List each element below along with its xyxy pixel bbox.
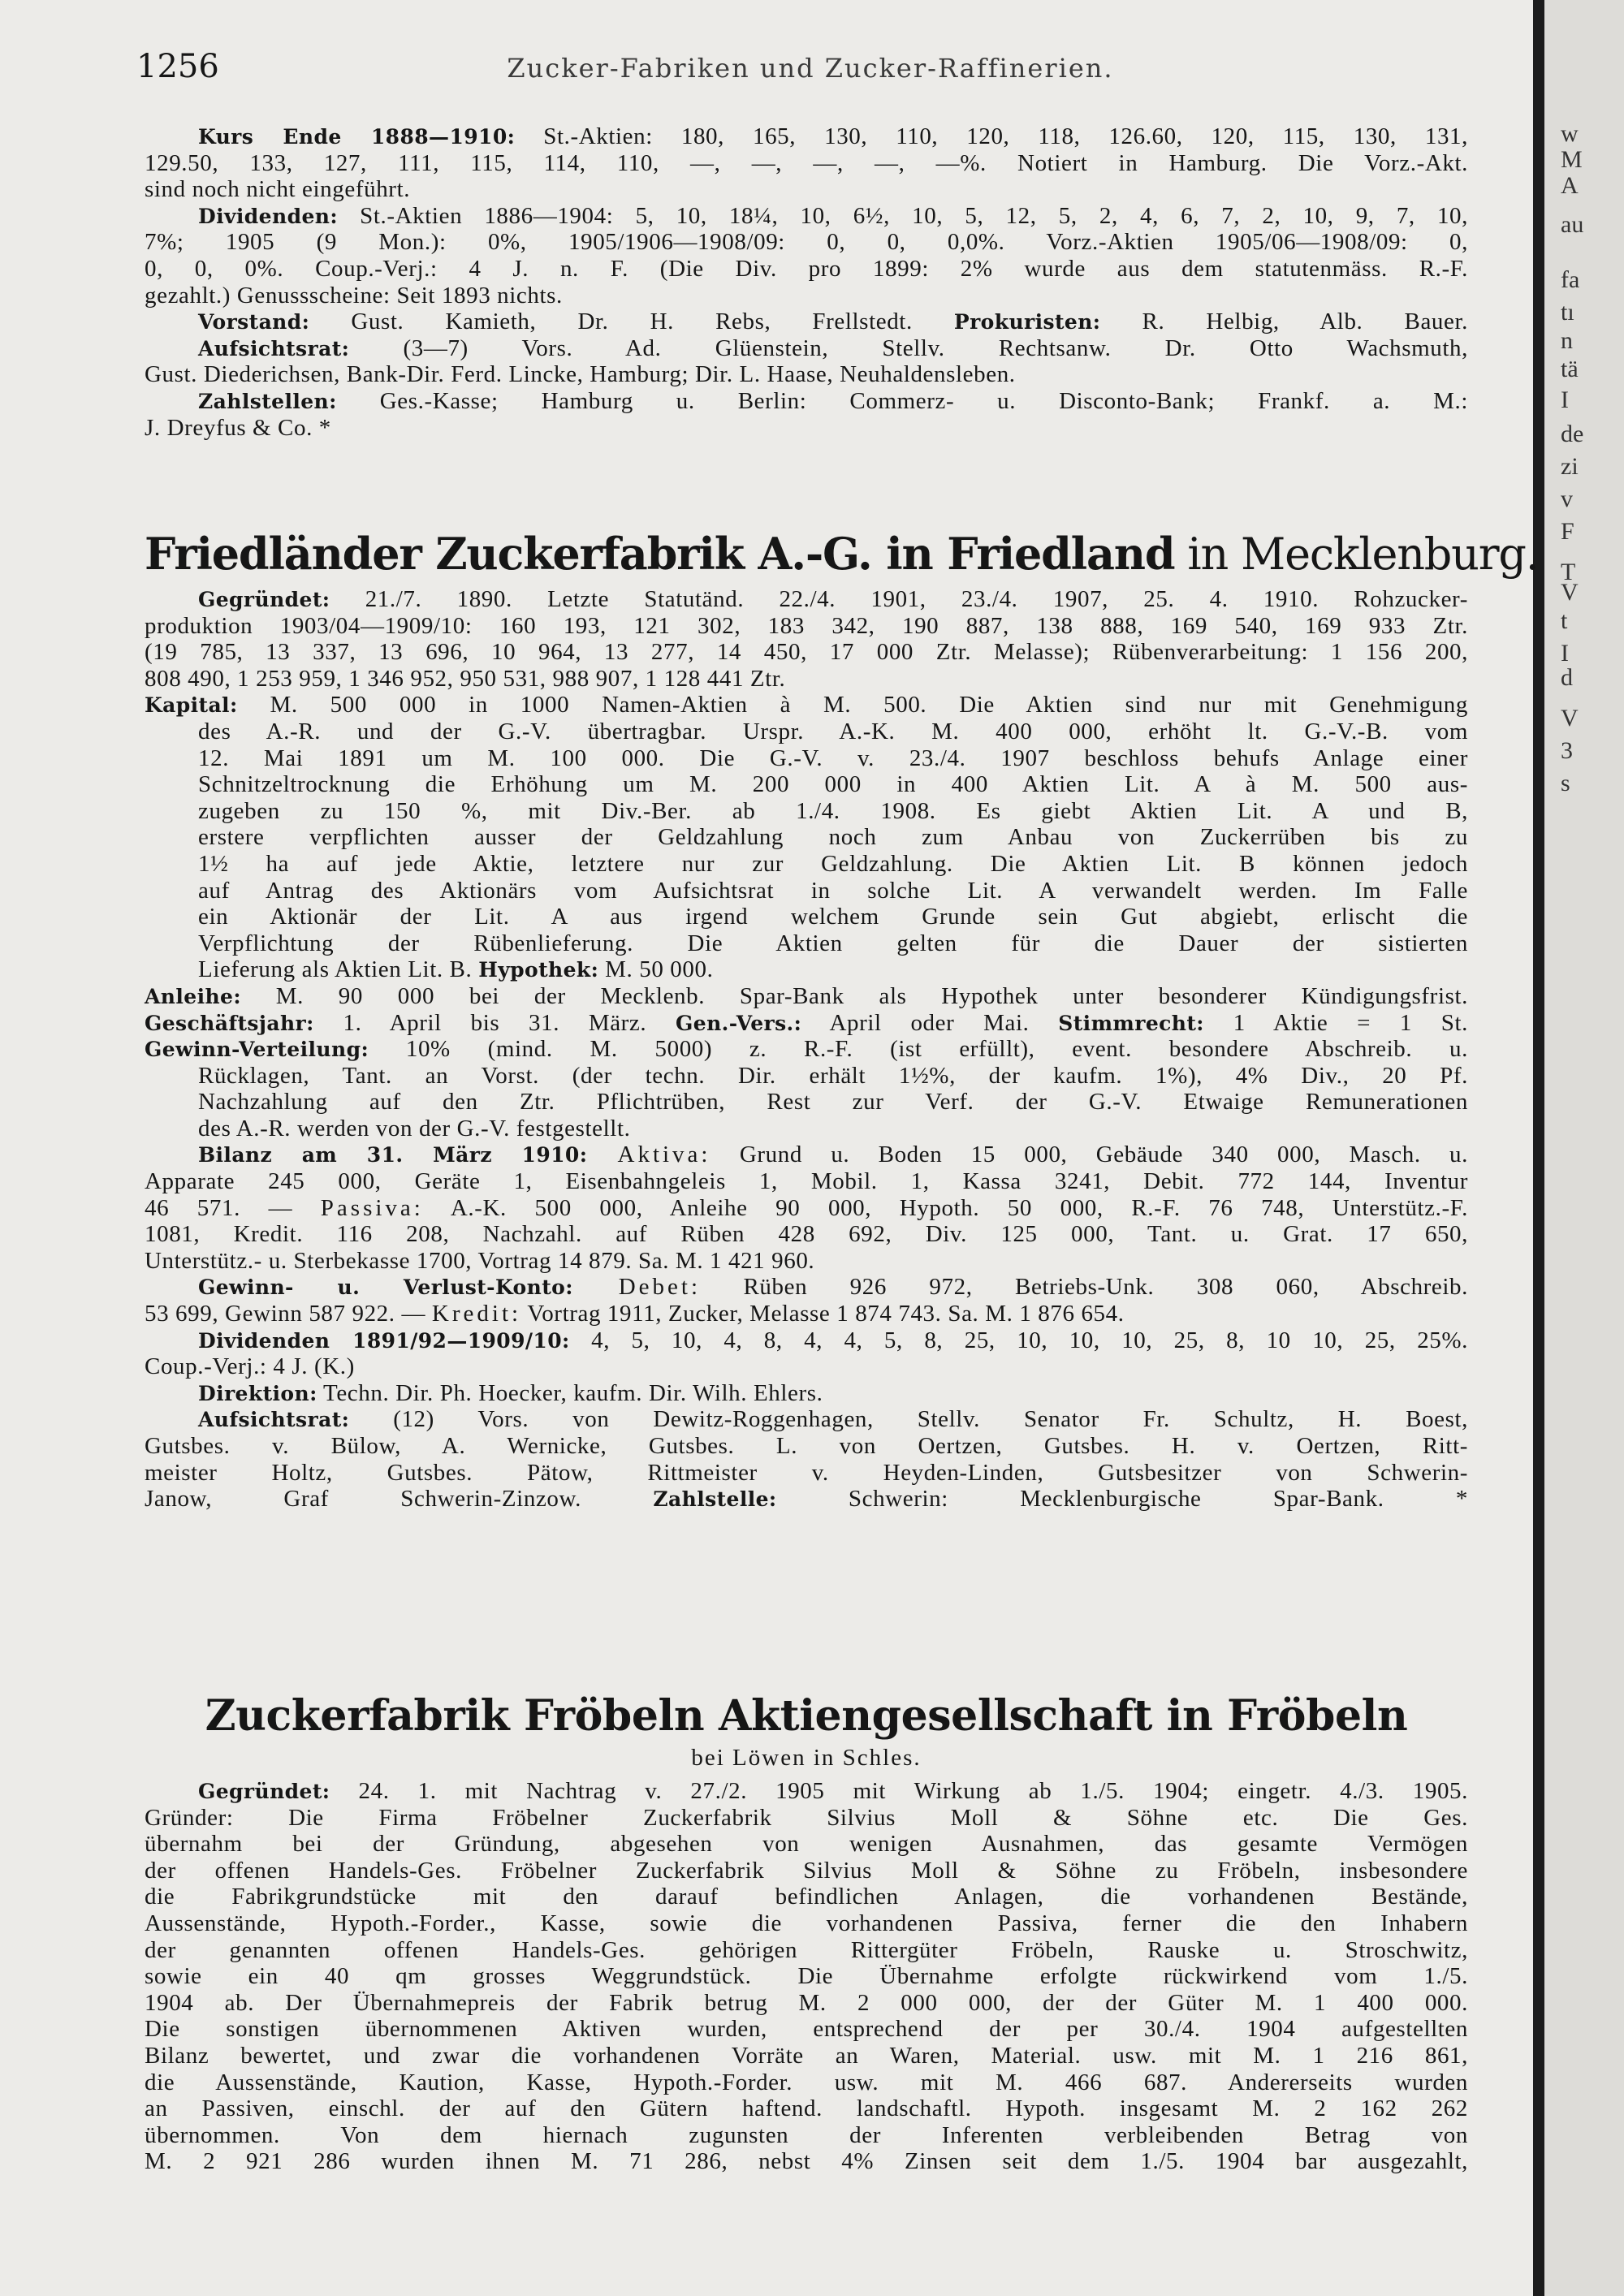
text-line: die Aussenstände, Kaution, Kasse, Hypoth.-Forder. usw. mit M. 466 687. Andererseits wurden <box>145 2069 1468 2095</box>
text-line: Gust. Diederichsen, Bank-Dir. Ferd. Lincke, Hamburg; Dir. L. Haase, Neuhaldensleben. <box>145 361 1016 388</box>
text-line: Gewinn-Verteilung: 10% (mind. M. 5000) z. R.-F. (ist erfüllt), event. besondere Abschreib. u. <box>145 1036 1468 1063</box>
text-line: auf Antrag des Aktionärs vom Aufsichtsrat in solche Lit. A verwandelt werden. Im Falle <box>198 877 1468 904</box>
book-binding-edge <box>1533 0 1544 2296</box>
text-line: 53 699, Gewinn 587 922. — Kredit: Vortrag 1911, Zucker, Melasse 1 874 743. Sa. M. 1 876 654. <box>145 1301 1125 1327</box>
text-line: Kapital: M. 500 000 in 1000 Namen-Aktien à M. 500. Die Aktien sind nur mit Genehmigung <box>145 692 1468 719</box>
text-line: 46 571. — Passiva: A.-K. 500 000, Anleihe 90 000, Hypoth. 50 000, R.-F. 76 748, Unterstütz.-F. <box>145 1194 1469 1221</box>
text-line: Schnitzeltrocknung die Erhöhung um M. 200 000 in 400 Aktien Lit. A à M. 500 aus- <box>198 771 1468 798</box>
page-number: 1256 <box>136 48 219 85</box>
margin-fragment: 3 <box>1561 737 1573 764</box>
margin-fragment: V <box>1561 705 1579 732</box>
text-line: der offenen Handels-Ges. Fröbelner Zuckerfabrik Silvius Moll & Söhne zu Fröbeln, insbesondere <box>145 1857 1468 1884</box>
text-line: Vorstand: Gust. Kamieth, Dr. H. Rebs, Frellstedt. Prokuristen: R. Helbig, Alb. Bauer. <box>198 309 1468 335</box>
text-line: Gegründet: 21./7. 1890. Letzte Statutänd. 22./4. 1901, 23./4. 1907, 25. 4. 1910. Rohzucker- <box>198 586 1468 612</box>
company-subheading: bei Löwen in Schles. <box>691 1745 922 1771</box>
margin-fragment: I <box>1561 640 1569 667</box>
text-line: Kurs Ende 1888—1910: St.-Aktien: 180, 165, 130, 110, 120, 118, 126.60, 120, 115, 130, 131, <box>198 123 1468 149</box>
text-line: Gewinn- u. Verlust-Konto: Debet: Rüben 926 972, Betriebs-Unk. 308 060, Abschreib. <box>198 1274 1469 1301</box>
text-line: Gegründet: 24. 1. mit Nachtrag v. 27./2. 1905 mit Wirkung ab 1./5. 1904; eingetr. 4./3. 1905. <box>198 1778 1468 1804</box>
margin-fragment: tä <box>1561 356 1579 382</box>
text-line: Rücklagen, Tant. an Vorst. (der techn. Dir. erhält 1½%, der kaufm. 1%), 4% Div., 20 Pf. <box>198 1062 1468 1089</box>
text-line: Unterstütz.- u. Sterbekasse 1700, Vortrag 14 879. Sa. M. 1 421 960. <box>145 1247 815 1274</box>
text-line: Coup.-Verj.: 4 J. (K.) <box>145 1353 355 1380</box>
text-line: Aussenstände, Hypoth.-Forder., Kasse, sowie die vorhandenen Passiva, ferner die den Inhabern <box>145 1910 1468 1936</box>
text-line: erstere verpflichten ausser der Geldzahlung noch zum Anbau von Zuckerrüben bis zu <box>198 824 1468 851</box>
text-line: meister Holtz, Gutsbes. Pätow, Rittmeister v. Heyden-Linden, Gutsbesitzer von Schwerin- <box>145 1459 1468 1486</box>
page-header <box>136 47 1484 88</box>
text-line: Dividenden: St.-Aktien 1886—1904: 5, 10, 18¼, 10, 6½, 10, 5, 12, 5, 2, 4, 6, 7, 2, 10, 9, 7, 10, <box>198 202 1468 229</box>
section-continued-entry <box>145 123 1468 441</box>
text-line: gezahlt.) Genussscheine: Seit 1893 nichts. <box>145 282 563 309</box>
text-line: Apparate 245 000, Geräte 1, Eisenbahngeleis 1, Mobil. 1, Kassa 3241, Debit. 772 144, Inventur <box>145 1168 1468 1195</box>
text-line: übernommen. Von dem hiernach zugunsten der Inferenten verbleibenden Betrag von <box>145 2121 1468 2148</box>
margin-fragment: n <box>1561 327 1573 354</box>
text-line: sowie ein 40 qm grosses Weggrundstück. Die Übernahme erfolgte rückwirkend vom 1./5. <box>145 1963 1468 1990</box>
text-line: 808 490, 1 253 959, 1 346 952, 950 531, 988 907, 1 128 441 Ztr. <box>145 665 786 692</box>
section-froebeln <box>145 1778 1468 2175</box>
text-line: Zahlstellen: Ges.-Kasse; Hamburg u. Berlin: Commerz- u. Disconto-Bank; Frankf. a. M.: <box>198 387 1468 414</box>
margin-fragment: A <box>1561 172 1579 199</box>
text-line: Bilanz bewertet, und zwar die vorhandenen Vorräte an Waren, Material. usw. mit M. 1 216 861, <box>145 2042 1468 2069</box>
margin-fragment: M <box>1561 146 1583 173</box>
text-line: Direktion: Techn. Dir. Ph. Hoecker, kaufm. Dir. Wilh. Ehlers. <box>198 1379 823 1406</box>
text-line: Bilanz am 31. März 1910: Aktiva: Grund u. Boden 15 000, Gebäude 340 000, Masch. u. <box>198 1142 1469 1168</box>
text-line: 1½ ha auf jede Aktie, letztere nur zur Geldzahlung. Die Aktien Lit. B können jedoch <box>198 850 1468 877</box>
margin-fragment: zi <box>1561 453 1579 480</box>
text-line: Gutsbes. v. Bülow, A. Wernicke, Gutsbes. L. von Oertzen, Gutsbes. H. v. Oertzen, Ritt- <box>145 1433 1468 1459</box>
text-line: J. Dreyfus & Co. * <box>145 414 331 441</box>
text-line: 129.50, 133, 127, 111, 115, 114, 110, —, —, —, —, —%. Notiert in Hamburg. Die Vorz.-Akt. <box>145 149 1468 176</box>
text-line: (19 785, 13 337, 13 696, 10 964, 13 277, 14 450, 17 000 Ztr. Melasse); Rübenverarbeitung: 1 156 200, <box>145 639 1468 666</box>
margin-fragment: t <box>1561 607 1568 634</box>
text-line: Aufsichtsrat: (12) Vors. von Dewitz-Roggenhagen, Stellv. Senator Fr. Schultz, H. Boest, <box>198 1406 1468 1433</box>
section-friedlaender <box>145 586 1468 1513</box>
text-line: 0, 0, 0%. Coup.-Verj.: 4 J. n. F. (Die Div. pro 1899: 2% wurde aus dem statutenmäss. R.-F. <box>145 255 1468 282</box>
text-line: zugeben zu 150 %, mit Div.-Ber. ab 1./4. 1908. Es giebt Aktien Lit. A und B, <box>198 797 1468 824</box>
text-line: M. 2 921 286 wurden ihnen M. 71 286, nebst 4% Zinsen seit dem 1./5. 1904 bar ausgezahlt, <box>145 2148 1468 2175</box>
text-line: des A.-R. und der G.-V. übertragbar. Urspr. A.-K. M. 400 000, erhöht lt. G.-V.-B. vom <box>198 718 1468 744</box>
text-line: 1081, Kredit. 116 208, Nachzahl. auf Rüben 428 692, Div. 125 000, Tant. u. Grat. 17 650, <box>145 1221 1468 1248</box>
adjacent-page-strip <box>1544 0 1624 2296</box>
text-line: Lieferung als Aktien Lit. B. Hypothek: M. 50 000. <box>198 956 714 983</box>
margin-fragment: de <box>1561 421 1584 447</box>
margin-fragment: F <box>1561 518 1574 545</box>
running-title: Zucker-Fabriken und Zucker-Raffinerien. <box>507 53 1114 84</box>
text-line: Dividenden 1891/92—1909/10: 4, 5, 10, 4, 8, 4, 4, 5, 8, 25, 10, 10, 10, 25, 8, 10 10, 25, 25%. <box>198 1327 1468 1353</box>
margin-fragment: w <box>1561 120 1579 147</box>
text-line: 12. Mai 1891 um M. 100 000. Die G.-V. v. 23./4. 1907 beschloss behufs Anlage einer <box>198 744 1468 771</box>
text-line: Janow, Graf Schwerin-Zinzow. Zahlstelle: Schwerin: Mecklenburgische Spar-Bank. * <box>145 1486 1468 1513</box>
margin-fragment: s <box>1561 770 1570 796</box>
text-line: Gründer: Die Firma Fröbelner Zuckerfabrik Silvius Moll & Söhne etc. Die Ges. <box>145 1804 1468 1831</box>
text-line: übernahm bei der Gründung, abgesehen von wenigen Ausnahmen, das gesamte Vermögen <box>145 1831 1468 1858</box>
company-heading-froebeln: Zuckerfabrik Fröbeln Aktiengesellschaft in Fröbeln <box>205 1691 1408 1741</box>
text-line: Geschäftsjahr: 1. April bis 31. März. Gen.-Vers.: April oder Mai. Stimmrecht: 1 Aktie = 1 St. <box>145 1009 1468 1036</box>
text-line: Verpflichtung der Rübenlieferung. Die Aktien gelten für die Dauer der sistierten <box>198 930 1468 956</box>
margin-fragment: V <box>1561 579 1579 606</box>
company-heading-friedlaender: Friedländer Zuckerfabrik A.-G. in Friedland in Mecklenburg. <box>145 528 1539 580</box>
text-line: die Fabrikgrundstücke mit den darauf befindlichen Anlagen, die vorhandenen Bestände, <box>145 1884 1468 1910</box>
margin-fragment: v <box>1561 486 1573 512</box>
text-line: Nachzahlung auf den Ztr. Pflichtrüben, Rest zur Verf. der G.-V. Etwaige Remunerationen <box>198 1089 1468 1116</box>
text-line: ein Aktionär der Lit. A aus irgend welchem Grunde sein Gut abgiebt, erlischt die <box>198 904 1468 930</box>
text-line: sind noch nicht eingeführt. <box>145 176 411 203</box>
text-line: 7%; 1905 (9 Mon.): 0%, 1905/1906—1908/09: 0, 0, 0,0%. Vorz.-Aktien 1905/06—1908/09: 0, <box>145 229 1468 256</box>
text-line: produktion 1903/04—1909/10: 160 193, 121 302, 183 342, 190 887, 138 888, 169 540, 169 933 Ztr. <box>145 612 1468 639</box>
margin-fragment: fa <box>1561 266 1580 293</box>
margin-fragment: d <box>1561 664 1573 691</box>
text-line: Aufsichtsrat: (3—7) Vors. Ad. Glüenstein, Stellv. Rechtsanw. Dr. Otto Wachsmuth, <box>198 334 1468 361</box>
text-line: Anleihe: M. 90 000 bei der Mecklenb. Spar-Bank als Hypothek unter besonderer Kündigungsfrist. <box>145 982 1468 1009</box>
text-line: Die sonstigen übernommenen Aktiven wurden, entsprechend der per 30./4. 1904 aufgestellten <box>145 2016 1468 2043</box>
text-line: der genannten offenen Handels-Ges. gehörigen Rittergüter Fröbeln, Rauske u. Stroschwitz, <box>145 1936 1468 1963</box>
text-line: des A.-R. werden von der G.-V. festgestellt. <box>198 1115 631 1142</box>
margin-fragment: au <box>1561 211 1584 238</box>
margin-fragment: tı <box>1561 299 1574 326</box>
margin-fragment: I <box>1561 386 1569 413</box>
text-line: an Passiven, einschl. der auf den Gütern haftend. landschaftl. Hypoth. insgesamt M. 2 162 262 <box>145 2095 1468 2122</box>
margin-fragment: T <box>1561 559 1576 585</box>
text-line: 1904 ab. Der Übernahmepreis der Fabrik betrug M. 2 000 000, der der Güter M. 1 400 000. <box>145 1989 1468 2016</box>
